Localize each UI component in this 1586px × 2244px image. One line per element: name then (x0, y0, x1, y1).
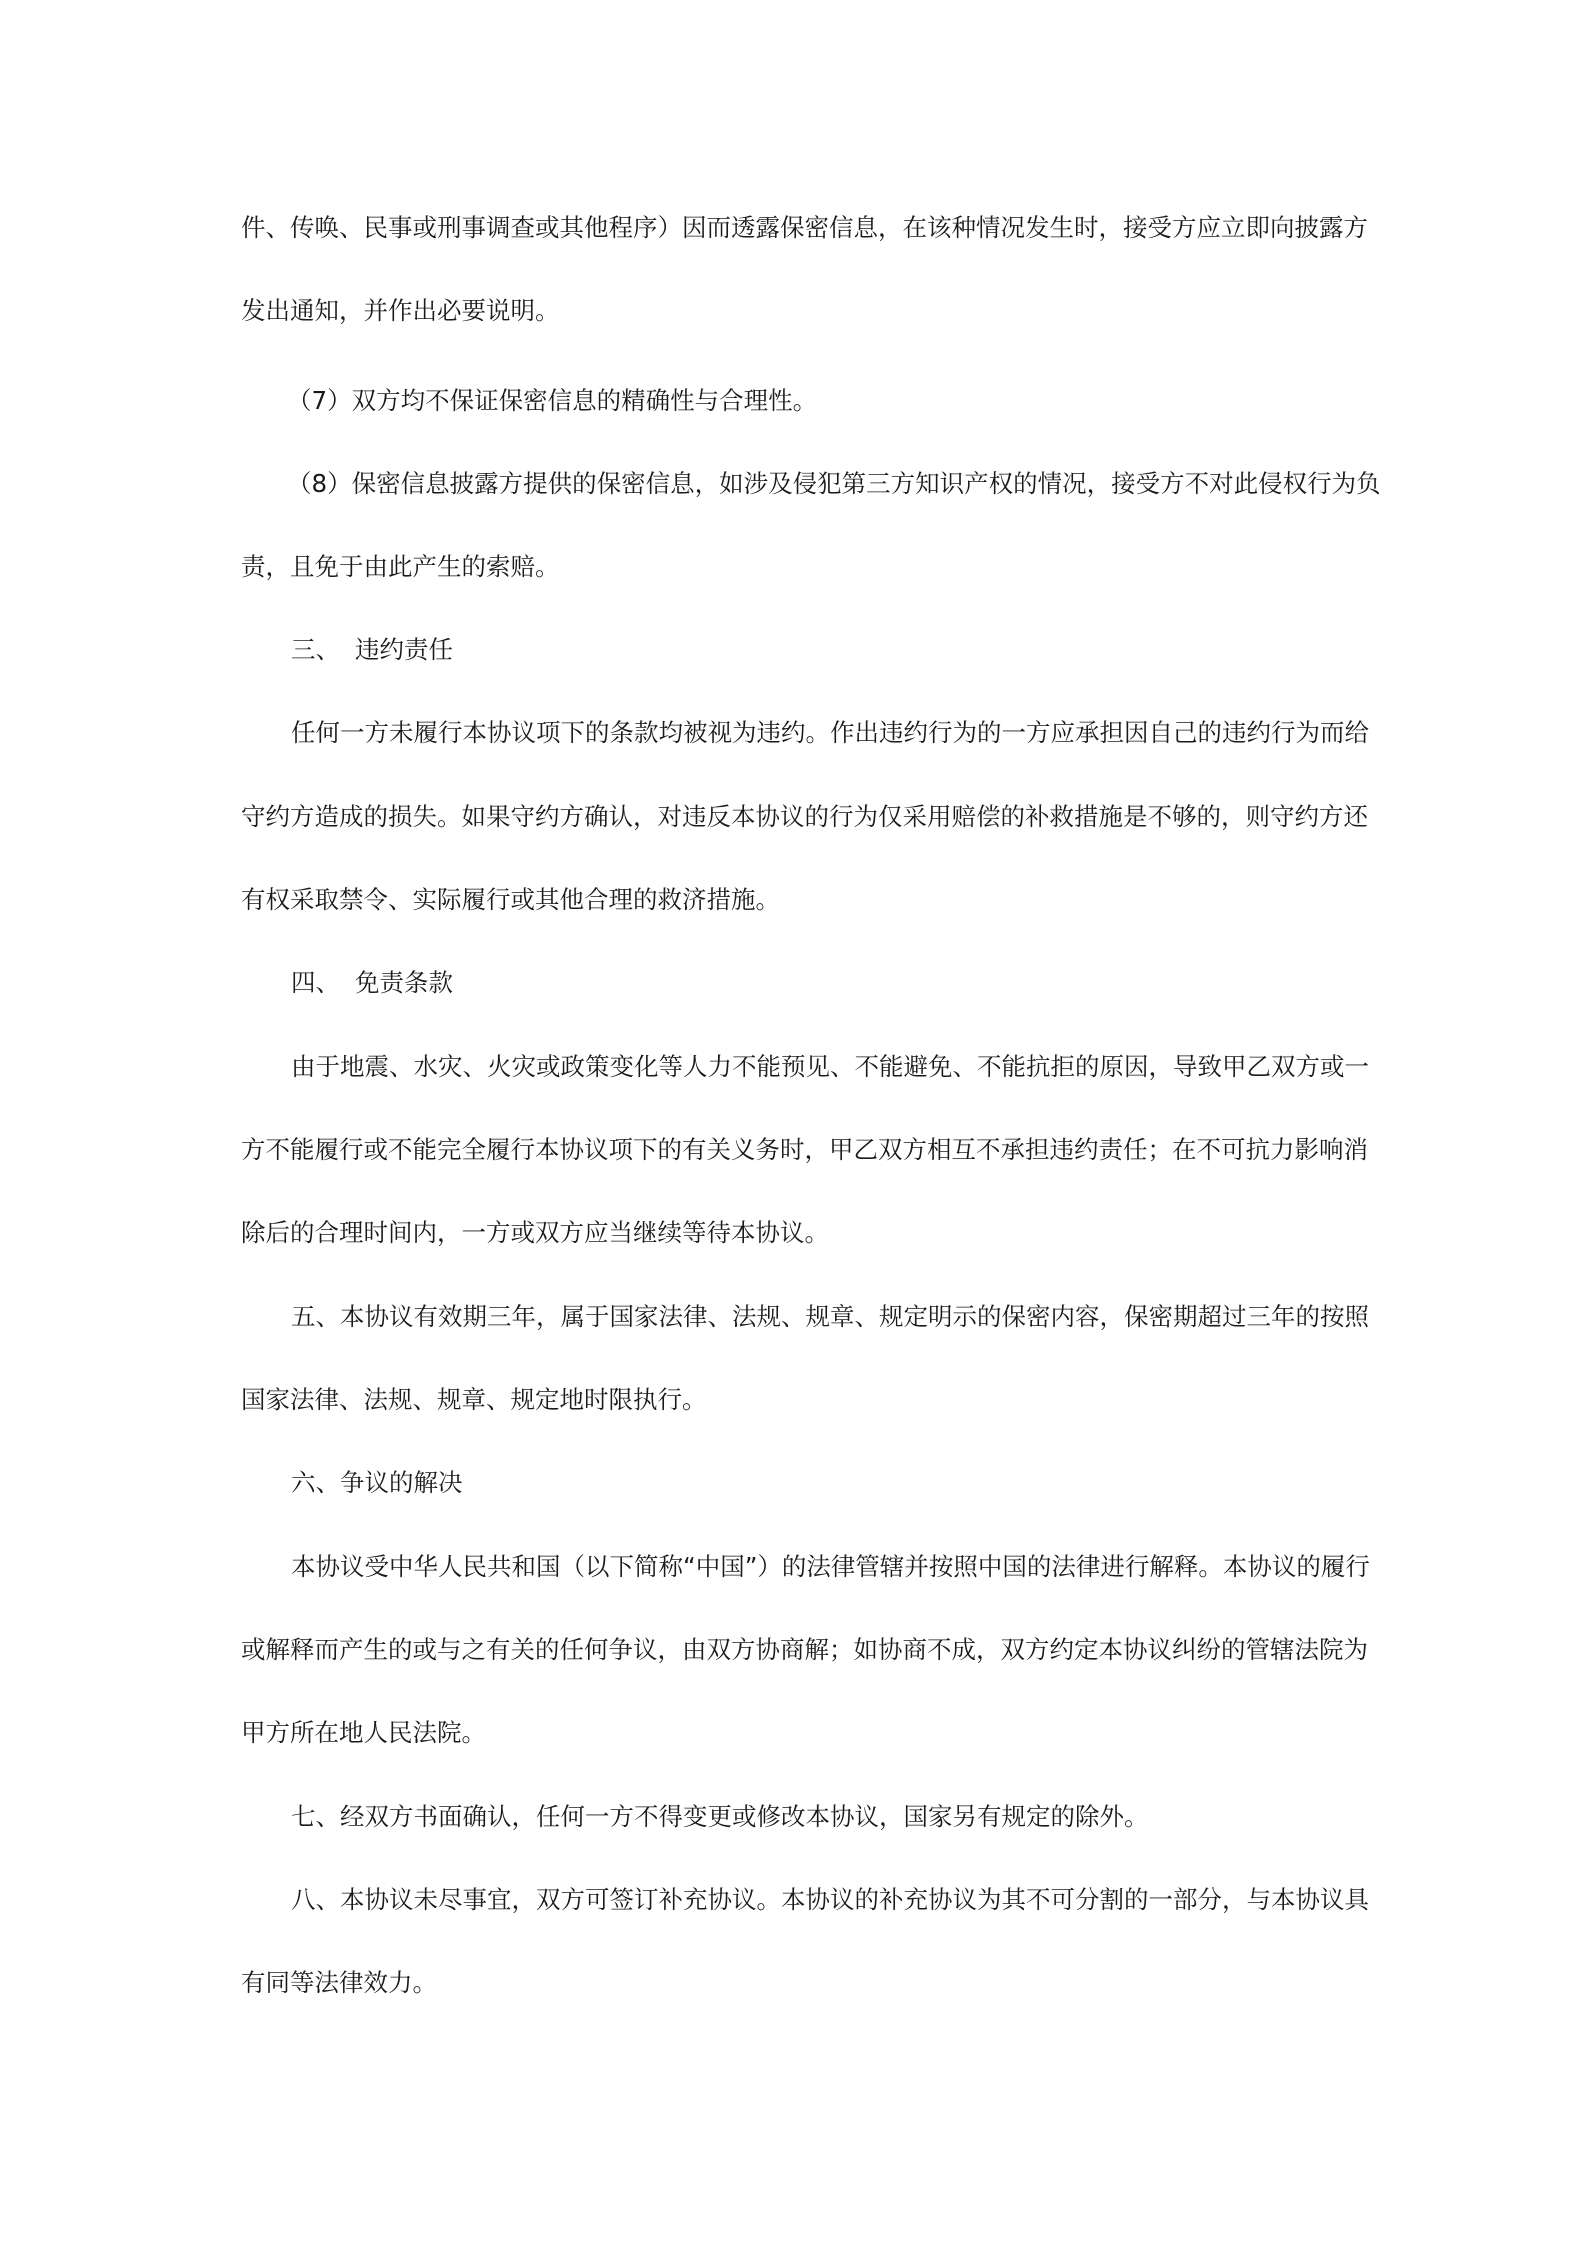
paragraph-line: 方不能履行或不能完全履行本协议项下的有关义务时，甲乙双方相互不承担违约责任；在不可抗力影响消 (241, 1135, 1368, 1164)
section-3-number: 三、 (291, 635, 340, 664)
paragraph-line: 国家法律、法规、规章、规定地时限执行。 (241, 1385, 707, 1414)
paragraph-line: 除后的合理时间内，一方或双方应当继续等待本协议。 (241, 1218, 829, 1247)
section-3-title: 违约责任 (355, 635, 453, 664)
paragraph-line: 由于地震、水灾、火灾或政策变化等人力不能预见、不能避免、不能抗拒的原因，导致甲乙双方或一 (291, 1052, 1369, 1081)
paragraph-line: 本协议受中华人民共和国（以下简称“中国”）的法律管辖并按照中国的法律进行解释。本协议的履行 (291, 1552, 1370, 1581)
paragraph-line: 甲方所在地人民法院。 (241, 1718, 486, 1747)
section-7-paragraph: 七、经双方书面确认，任何一方不得变更或修改本协议，国家另有规定的除外。 (291, 1802, 1149, 1831)
paragraph-line: 守约方造成的损失。如果守约方确认，对违反本协议的行为仅采用赔偿的补救措施是不够的，则守约方还 (241, 802, 1368, 831)
paragraph-line: 件、传唤、民事或刑事调查或其他程序）因而透露保密信息，在该种情况发生时，接受方应立即向披露方 (241, 213, 1368, 242)
paragraph-line: 有权采取禁令、实际履行或其他合理的救济措施。 (241, 885, 780, 914)
paragraph-line: 五、本协议有效期三年，属于国家法律、法规、规章、规定明示的保密内容，保密期超过三年的按照 (291, 1302, 1369, 1331)
section-4-number: 四、 (291, 968, 340, 997)
paragraph-line: 有同等法律效力。 (241, 1968, 437, 1997)
section-6-heading: 六、争议的解决 (291, 1468, 463, 1497)
paragraph-line: 或解释而产生的或与之有关的任何争议，由双方协商解；如协商不成，双方约定本协议纠纷的管辖法院为 (241, 1635, 1368, 1664)
paragraph-line: 发出通知，并作出必要说明。 (241, 296, 560, 325)
section-4-title: 免责条款 (355, 968, 453, 997)
clause-8: （8）保密信息披露方提供的保密信息，如涉及侵犯第三方知识产权的情况，接受方不对此侵权行为负 (287, 469, 1381, 498)
paragraph-line: 责，且免于由此产生的索赔。 (241, 552, 560, 581)
paragraph-line: 八、本协议未尽事宜，双方可签订补充协议。本协议的补充协议为其不可分割的一部分，与本协议具 (291, 1885, 1369, 1914)
clause-7: （7）双方均不保证保密信息的精确性与合理性。 (287, 386, 818, 415)
paragraph-line: 任何一方未履行本协议项下的条款均被视为违约。作出违约行为的一方应承担因自己的违约行为而给 (291, 718, 1369, 747)
